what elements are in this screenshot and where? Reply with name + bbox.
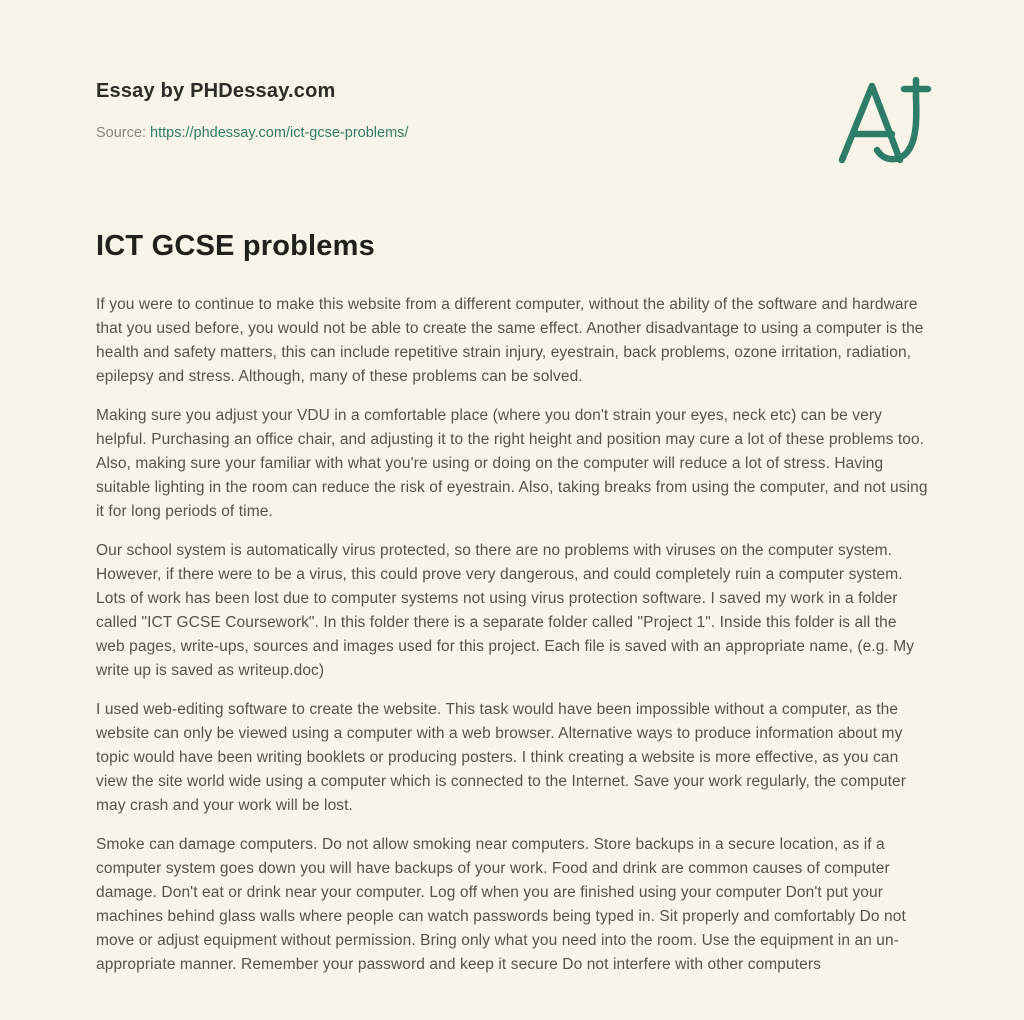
essay-paragraph: If you were to continue to make this website from a different computer, without the ability of the software and hardware that you used before, you would not be able to create the same effect. Another disadvantage to using a computer is the health and safety matters, this can include repetitive strain injury, eyestrain, back problems, ozone irritation, radiation, epilepsy and stress. Although, many of these problems can be solved. [96, 296, 924, 385]
source-line [96, 125, 408, 141]
essay-paragraph: I used web-editing software to create the website. This task would have been impossible without a computer, as the website can only be viewed using a computer with a web browser. Alternative ways to produce information about my topic would have been writing booklets or producing posters. I think creating a website is more effective, as you can view the site world wide using a computer which is connected to the Internet. Save your work regularly, the computer may crash and your work will be lost. [96, 701, 906, 814]
page-title: ICT GCSE problems [96, 230, 375, 262]
essay-paragraph: Smoke can damage computers. Do not allow smoking near computers. Store backups in a secure location, as if a computer system goes down you will have backups of your work. Food and drink are common causes of computer damage. Don't eat or drink near your computer. Log off when you are finished using your computer Don't put your machines behind glass walls where people can watch passwords being typed in. Sit properly and comfortably Do not move or adjust equipment without permission. Bring only what you need into the room. Use the equipment in an un-appropriate manner. Remember your password and keep it secure Do not interfere with other computers [96, 836, 906, 973]
page-header [96, 76, 928, 166]
essay-paragraph: Our school system is automatically virus protected, so there are no problems with viruses on the computer system. However, if there were to be a virus, this could prove very dangerous, and could completely ruin a computer system. Lots of work has been lost due to computer systems not using virus protection software. I saved my work in a folder called "ICT GCSE Coursework". In this folder there is a separate folder called "Project 1". Inside this folder is all the web pages, write-ups, sources and images used for this project. Each file is saved with an appropriate name, (e.g. My write up is saved as writeup.doc) [96, 542, 915, 679]
header-text-block [96, 76, 408, 141]
essay-byline: Essay by PHDessay.com [96, 80, 336, 102]
essay-paragraph: Making sure you adjust your VDU in a comfortable place (where you don't strain your eyes, neck etc) can be very helpful. Purchasing an office chair, and adjusting it to the right height and position may cure a lot of these problems too. Also, making sure your familiar with what you're using or doing on the computer will reduce a lot of stress. Having suitable lighting in the room can reduce the risk of eyestrain. Also, taking breaks from using the computer, and not using it for long periods of time. [96, 407, 928, 520]
phdessay-logo-icon [830, 74, 934, 166]
essay-body [96, 293, 928, 977]
source-url-link[interactable]: https://phdessay.com/ict-gcse-problems/ [150, 125, 409, 141]
source-label: Source: [96, 125, 146, 141]
